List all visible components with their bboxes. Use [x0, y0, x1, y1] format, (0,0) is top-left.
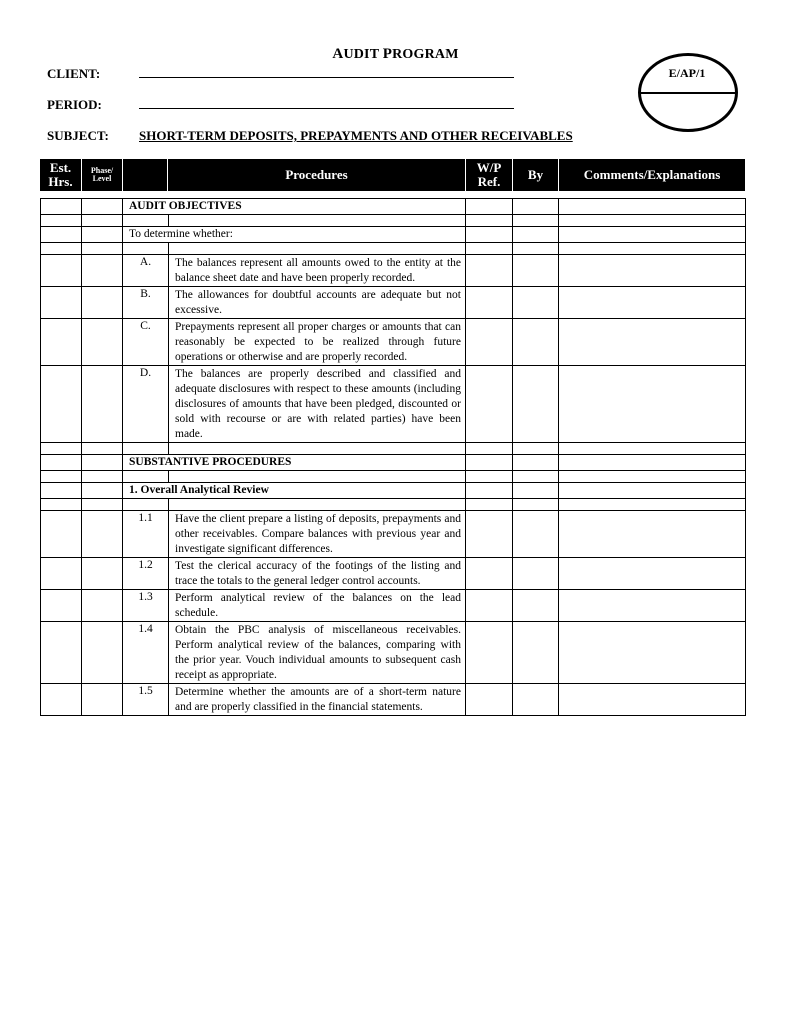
objective-letter: D.: [123, 366, 169, 443]
table-row: [41, 483, 746, 499]
procedure-text: Determine whether the amounts are of a short-term nature and are properly classified in the financial statements.: [169, 684, 466, 716]
table-row: [41, 499, 746, 511]
period-label: PERIOD:: [47, 97, 102, 112]
audit-objectives-heading: AUDIT OBJECTIVES: [123, 199, 466, 215]
objective-letter: A.: [123, 255, 169, 287]
table-row: [41, 511, 746, 558]
objective-text: Prepayments represent all proper charges or amounts that can reasonably be expected to be realized through future operations or otherwise and are properly recorded.: [169, 319, 466, 366]
to-determine-text: To determine whether:: [123, 227, 466, 243]
table-row: [41, 215, 746, 227]
header-by: By: [527, 167, 544, 183]
header-phase-level: Phase/ Level: [90, 165, 114, 183]
period-field-line[interactable]: [139, 108, 514, 109]
substantive-procedures-heading: SUBSTANTIVE PROCEDURES: [123, 455, 466, 471]
table-row: [41, 443, 746, 455]
table-row: [41, 590, 746, 622]
table-row: [41, 455, 746, 471]
client-field-line[interactable]: [139, 77, 514, 78]
procedure-text: Obtain the PBC analysis of miscellaneous receivables. Perform analytical review of the balances, comparing with the prior year. Vouch individual amounts to subsequent cash receipt as appropriate.: [169, 622, 466, 684]
audit-program-table: [40, 198, 746, 716]
objective-text: The balances represent all amounts owed to the entity at the balance sheet date and have been properly recorded.: [169, 255, 466, 287]
subject-value: SHORT-TERM DEPOSITS, PREPAYMENTS AND OTHER RECEIVABLES: [139, 128, 573, 143]
table-row: [41, 199, 746, 215]
header-comments: Comments/Explanations: [583, 167, 721, 183]
table-row: [41, 366, 746, 443]
table-row: [41, 243, 746, 255]
procedure-text: Perform analytical review of the balances on the lead schedule.: [169, 590, 466, 622]
table-row: [41, 622, 746, 684]
header-blank: [123, 159, 167, 191]
table-row: [41, 684, 746, 716]
header-wp-ref: W/P Ref.: [476, 160, 502, 189]
procedure-text: Have the client prepare a listing of deposits, prepayments and other receivables. Compare balances with previous year and investigate significant differences.: [169, 511, 466, 558]
procedure-number: 1.2: [123, 558, 169, 590]
subject-label: SUBJECT:: [47, 128, 109, 143]
table-row: [41, 255, 746, 287]
table-row: [41, 227, 746, 243]
procedure-number: 1.5: [123, 684, 169, 716]
procedure-number: 1.1: [123, 511, 169, 558]
table-row: [41, 287, 746, 319]
header-est-hrs: Est. Hrs.: [48, 160, 73, 189]
table-row: [41, 471, 746, 483]
objective-letter: C.: [123, 319, 169, 366]
objective-text: The allowances for doubtful accounts are adequate but not excessive.: [169, 287, 466, 319]
client-label: CLIENT:: [47, 66, 101, 81]
reference-code: E/AP/1: [668, 66, 706, 80]
header-procedures: Procedures: [285, 167, 348, 183]
section-heading: 1. Overall Analytical Review: [123, 483, 466, 499]
table-header: [40, 159, 745, 191]
objective-text: The balances are properly described and classified and adequate disclosures with respect to these amounts (including disclosures of amounts that have been pledged, discounted or sold with recourse or are with related parties) have been made.: [169, 366, 466, 443]
document-title: AUDIT PROGRAM: [332, 46, 459, 62]
table-row: [41, 558, 746, 590]
objective-letter: B.: [123, 287, 169, 319]
table-row: [41, 319, 746, 366]
procedure-number: 1.3: [123, 590, 169, 622]
procedure-text: Test the clerical accuracy of the footings of the listing and trace the totals to the general ledger control accounts.: [169, 558, 466, 590]
reference-oval: [638, 53, 738, 132]
procedure-number: 1.4: [123, 622, 169, 684]
